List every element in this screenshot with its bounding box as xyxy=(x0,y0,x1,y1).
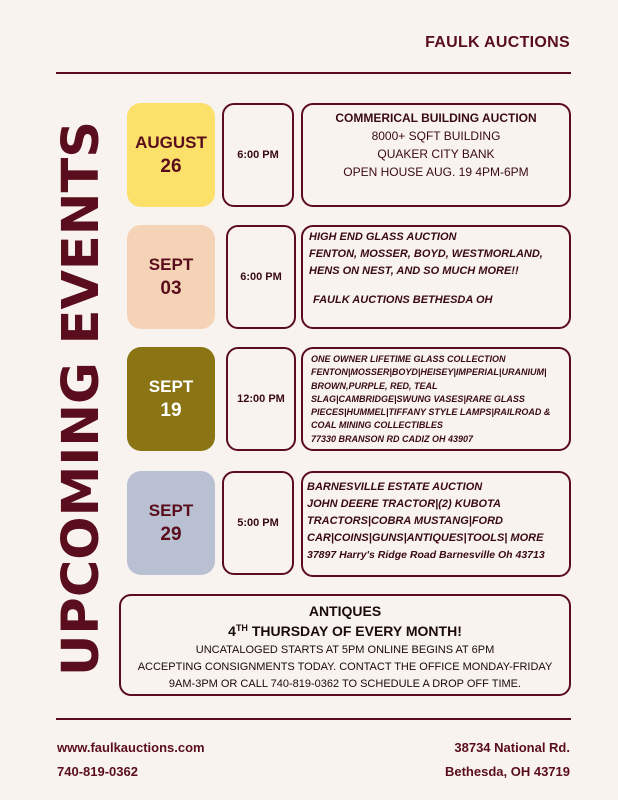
event-line: HENS ON NEST, AND SO MUCH MORE!! xyxy=(309,265,519,277)
event-day: 26 xyxy=(160,156,182,177)
event-line: QUAKER CITY BANK xyxy=(377,147,495,161)
event-day: 03 xyxy=(160,278,182,299)
event-time: 6:00 PM xyxy=(226,225,296,329)
event-line: PIECES|HUMMEL|TIFFANY STYLE LAMPS|RAILROAD & xyxy=(311,407,551,418)
event-date-august-26 xyxy=(127,103,215,207)
address-city: Bethesda, OH 43719 xyxy=(444,764,570,779)
event-description xyxy=(301,471,571,577)
event-line: FENTON|MOSSER|BOYD|HEISEY|IMPERIAL|URANIUM| xyxy=(311,367,547,378)
event-line: JOHN DEERE TRACTOR|(2) KUBOTA xyxy=(307,498,501,510)
antiques-line: UNCATALOGED STARTS AT 5PM ONLINE BEGINS AT 6PM xyxy=(195,644,495,656)
antiques-line: ACCEPTING CONSIGNMENTS TODAY. CONTACT THE OFFICE MONDAY-FRIDAY xyxy=(137,661,553,673)
event-location: 77330 BRANSON RD CADIZ OH 43907 xyxy=(311,433,474,444)
antiques-schedule-suffix: TH xyxy=(235,623,248,633)
antiques-title: ANTIQUES xyxy=(308,603,382,619)
event-title: BARNESVILLE ESTATE AUCTION xyxy=(307,481,483,493)
event-title: COMMERICAL BUILDING AUCTION xyxy=(335,111,537,125)
address-street: 38734 National Rd. xyxy=(454,740,570,755)
event-line: TRACTORS|COBRA MUSTANG|FORD xyxy=(307,515,503,527)
spacer xyxy=(309,280,563,292)
event-description xyxy=(301,103,571,207)
top-divider xyxy=(56,72,571,74)
antiques-schedule-text: THURSDAY OF EVERY MONTH! xyxy=(247,623,462,639)
event-description xyxy=(301,347,571,451)
footer-contact xyxy=(57,738,205,782)
event-title: ONE OWNER LIFETIME GLASS COLLECTION xyxy=(311,354,506,364)
antiques-box xyxy=(119,594,571,696)
event-date-sept-19 xyxy=(127,347,215,451)
event-month: SEPT xyxy=(148,501,194,520)
antiques-schedule xyxy=(121,620,569,642)
event-title: HIGH END GLASS AUCTION xyxy=(309,231,457,243)
event-date-sept-29 xyxy=(127,471,215,575)
event-line: SLAG|CAMBRIDGE|SWUNG VASES|RARE GLASS xyxy=(311,393,525,404)
event-time: 12:00 PM xyxy=(226,347,296,451)
event-day: 29 xyxy=(160,524,182,545)
bottom-divider xyxy=(56,718,571,720)
event-location: FAULK AUCTIONS BETHESDA OH xyxy=(313,294,493,306)
vertical-title: UPCOMING EVENTS xyxy=(51,120,111,676)
event-line: FENTON, MOSSER, BOYD, WESTMORLAND, xyxy=(309,248,543,260)
event-time: 5:00 PM xyxy=(222,471,294,575)
footer-address xyxy=(445,738,570,782)
event-location: 37897 Harry's Ridge Road Barnesville Oh 43713 xyxy=(307,549,545,561)
event-line: COAL MINING COLLECTIBLES xyxy=(311,420,443,431)
event-line: 8000+ SQFT BUILDING xyxy=(371,129,501,143)
event-month: AUGUST xyxy=(135,133,207,152)
brand-name: FAULK AUCTIONS xyxy=(425,34,570,51)
event-line: OPEN HOUSE AUG. 19 4PM-6PM xyxy=(343,165,529,179)
antiques-schedule-num: 4 xyxy=(228,623,236,639)
event-month: SEPT xyxy=(148,255,194,274)
website-link[interactable]: www.faulkauctions.com xyxy=(57,740,205,755)
event-line: CAR|COINS|GUNS|ANTIQUES|TOOLS| MORE xyxy=(307,532,544,544)
event-date-sept-03 xyxy=(127,225,215,329)
vertical-title-wrap xyxy=(52,103,110,693)
antiques-line: 9AM-3PM OR CALL 740-819-0362 TO SCHEDULE A DROP OFF TIME. xyxy=(168,678,522,690)
event-line: BROWN,PURPLE, RED, TEAL xyxy=(311,380,438,391)
event-day: 19 xyxy=(160,400,182,421)
event-month: SEPT xyxy=(148,377,194,396)
phone-number[interactable]: 740-819-0362 xyxy=(57,764,138,779)
event-description xyxy=(301,225,571,329)
event-time: 6:00 PM xyxy=(222,103,294,207)
